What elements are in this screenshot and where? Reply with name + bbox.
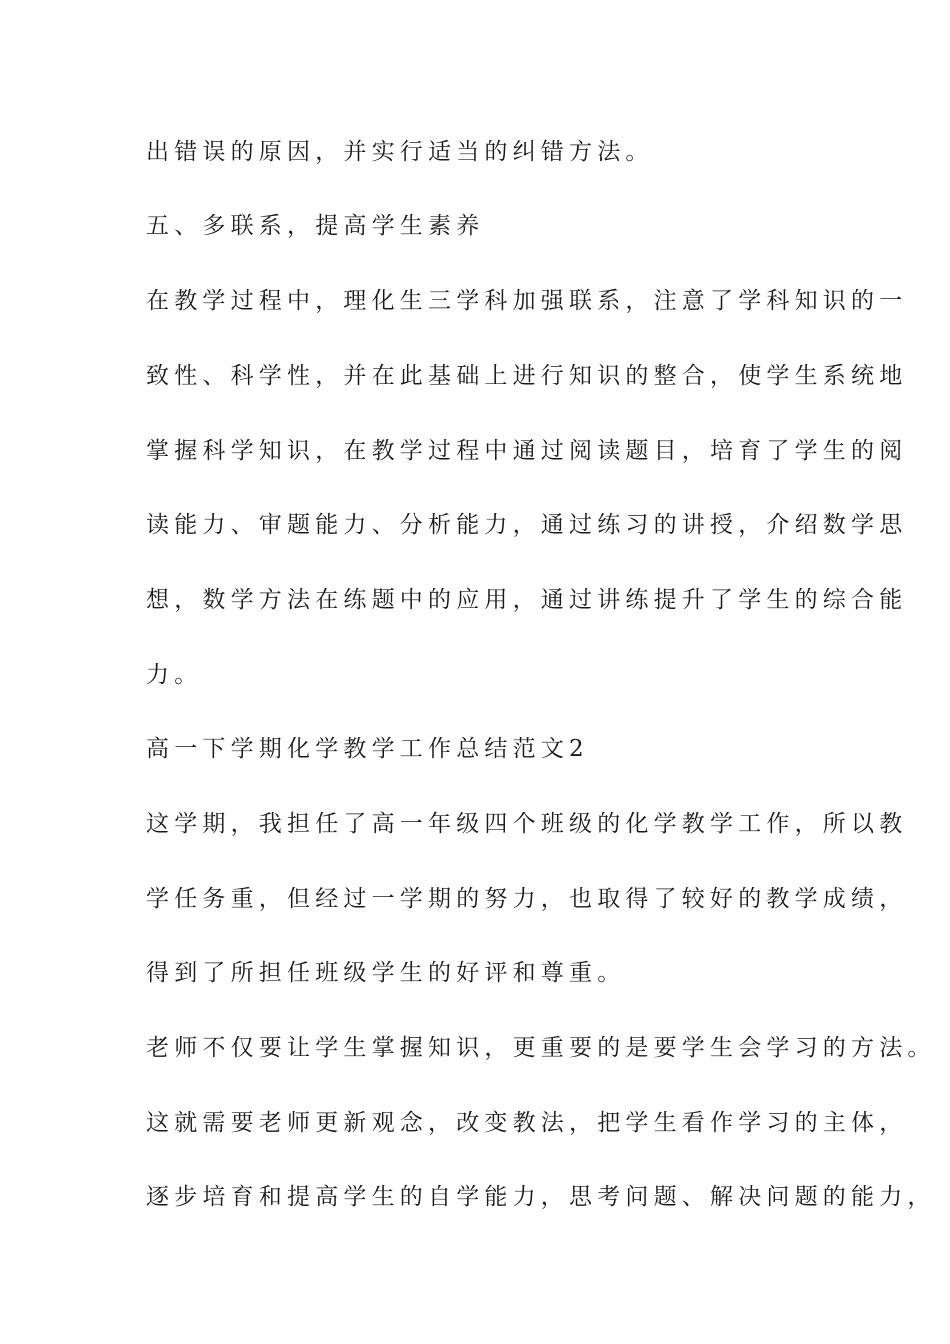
text-line-5: 掌握科学知识，在教学过程中通过阅读题目，培育了学生的阅 <box>146 438 908 464</box>
text-line-13: 老师不仅要让学生掌握知识，更重要的是要学生会学习的方法。 <box>146 1035 936 1061</box>
text-line-4: 致性、科学性，并在此基础上进行知识的整合，使学生系统地 <box>146 363 908 389</box>
section-heading: 五、多联系，提高学生素养 <box>146 213 485 239</box>
text-line-12: 得到了所担任班级学生的好评和尊重。 <box>146 960 626 986</box>
text-line-10: 这学期，我担任了高一年级四个班级的化学教学工作，所以教 <box>146 811 908 837</box>
text-line-7: 想，数学方法在练题中的应用，通过讲练提升了学生的综合能 <box>146 587 908 613</box>
text-line-15: 逐步培育和提高学生的自学能力，思考问题、解决问题的能力， <box>146 1184 936 1210</box>
text-line-3: 在教学过程中，理化生三学科加强联系，注意了学科知识的一 <box>146 288 908 314</box>
article-title: 高一下学期化学教学工作总结范文2 <box>146 736 589 762</box>
text-line-14: 这就需要老师更新观念，改变教法，把学生看作学习的主体， <box>146 1110 908 1136</box>
text-line-6: 读能力、审题能力、分析能力，通过练习的讲授，介绍数学思 <box>146 512 908 538</box>
text-line-11: 学任务重，但经过一学期的努力，也取得了较好的教学成绩， <box>146 886 908 912</box>
text-line-8: 力。 <box>146 662 203 688</box>
text-line-1: 出错误的原因，并实行适当的纠错方法。 <box>146 139 654 165</box>
